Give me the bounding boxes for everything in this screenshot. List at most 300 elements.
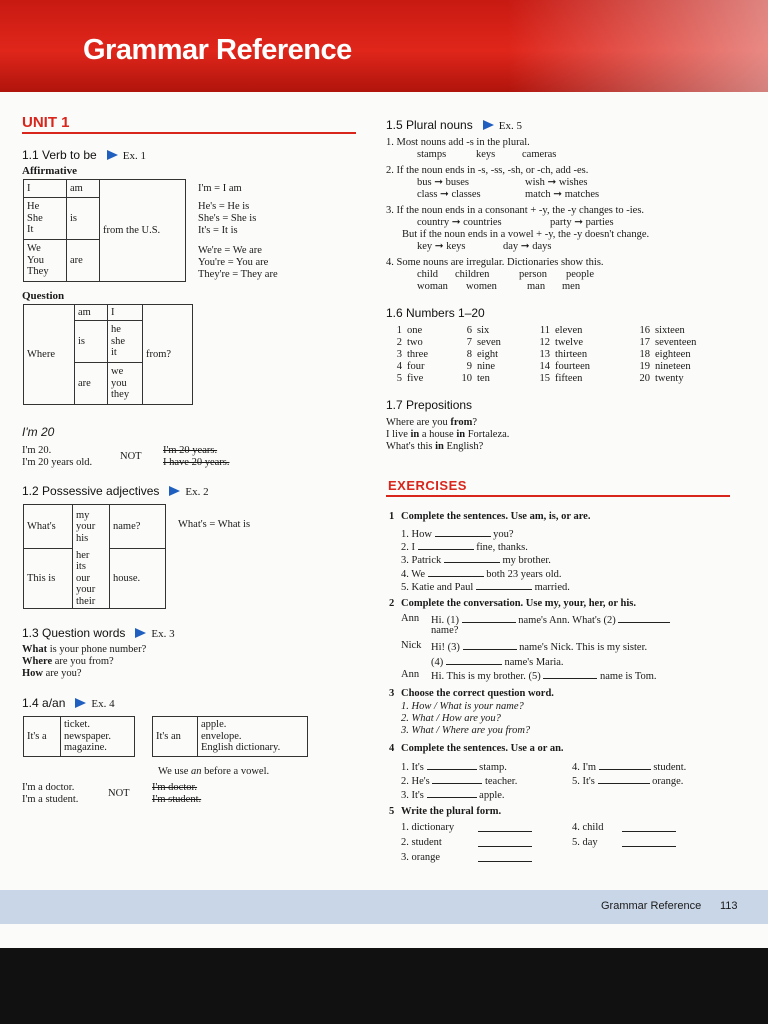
dark-background [0,948,768,1024]
preposition: from [450,417,473,428]
item-text: apple. [479,790,505,801]
exercise-2-instruction: Complete the conversation. Use my, your, her, or his. [401,598,636,609]
im-20-heading: I'm 20 [22,425,55,439]
numbers-list [386,325,726,387]
line-text: Hi! (3) [431,642,460,653]
number-digit: 1 [396,325,402,336]
exercise-ref: Ex. 3 [151,628,175,640]
text: What's this [386,441,436,452]
item-text: married. [534,582,570,593]
contraction-1: I'm = I am [198,183,242,194]
plural-rule-2: 2. If the noun ends in -s, -ss, -sh, or -ch, add -es. [386,165,589,176]
exercise-5-item: 1. dictionary [401,822,455,833]
answer-blank[interactable] [598,774,650,784]
number-word: four [407,361,425,372]
number-entry [634,337,696,349]
item-text: 1. It's [401,762,424,773]
plural-example: cameras [522,149,557,160]
number-digit: 17 [639,337,650,348]
affirmative-label: Affirmative [22,165,77,177]
item-text: 5. It's [572,776,595,787]
its-an-cell: It's an [153,717,198,757]
name-cell: name? [110,505,166,549]
exercise-5-item: 5. day [572,837,598,848]
line-text: Hi. (1) [431,615,459,626]
irregular-example: women [466,281,497,292]
number-word: thirteen [555,349,588,360]
number-word: seventeen [655,337,697,348]
exercise-1-item [401,567,562,581]
plural-pair [503,241,551,253]
exercise-1-number: 1 [389,511,395,522]
contraction-3: She's = She is [198,213,257,224]
adjective-cell: her its our your their [73,549,110,609]
dialogue-line [431,613,670,627]
number-entry [456,361,495,373]
exercise-3-item: 2. What / How are you? [401,713,501,724]
plural-pair [417,177,469,189]
section-title: 1.5 Plural nouns [386,118,473,132]
answer-blank[interactable] [618,613,670,623]
number-entry [386,373,423,385]
answer-blank[interactable] [435,527,491,537]
exercise-3-number: 3 [389,688,395,699]
plural-pair [525,189,599,201]
arrow-icon: ➞ [440,189,449,200]
contraction-4: It's = It is [198,225,238,236]
contraction-7: They're = They are [198,269,278,280]
verb-cell: are [67,240,100,282]
number-entry [386,349,428,361]
number-entry [634,373,684,385]
speaker-ann: Ann [401,613,420,624]
an-table [152,716,308,757]
arrow-icon: ➞ [574,217,584,228]
text: a house [419,429,457,440]
singular: day [503,241,519,252]
number-word: nine [477,361,496,372]
vowel-note [158,766,269,778]
verb-cell: are [75,363,108,405]
answer-blank[interactable] [599,760,651,770]
exercise-ref: Ex. 5 [498,120,522,132]
section-1-6-heading: 1.6 Numbers 1–20 [386,306,485,320]
plural-rule-1: 1. Most nouns add -s in the plural. [386,137,530,148]
number-digit: 3 [396,349,402,360]
contraction-2: He's = He is [198,201,250,212]
line-rest: are you from? [52,656,114,667]
number-digit: 10 [461,373,472,384]
page-number: 113 [720,900,738,912]
exercise-3-item: 3. What / Where are you from? [401,725,531,736]
item-text: 1. How [401,529,432,540]
section-title: 1.4 a/an [22,696,66,710]
q-cell: What's [24,505,73,549]
exercise-ref: Ex. 1 [122,150,146,162]
line-text: name's Maria. [504,657,564,668]
answer-blank[interactable] [622,822,676,832]
pronoun-cell: We You They [24,240,67,282]
number-word: three [407,349,428,360]
item-text: 2. I [401,542,415,553]
number-word: eleven [555,325,583,336]
section-title: 1.1 Verb to be [22,148,97,162]
question-word-line [22,644,146,656]
number-digit: 2 [396,337,402,348]
answer-blank[interactable] [478,837,532,847]
exercise-3-item: 1. How / What is your name? [401,701,524,712]
banner-fade [508,0,768,92]
exercise-1-item [401,527,514,541]
plural: wishes [558,177,588,188]
exercise-5-item: 2. student [401,837,442,848]
number-word: one [407,325,423,336]
exercise-5-item: 3. orange [401,852,441,863]
number-word: six [477,325,490,336]
preposition: in [435,441,444,452]
possessive-adjectives-table [23,504,166,609]
item-text: both 23 years old. [486,569,562,580]
this-cell: This is [24,549,73,609]
unit-rule [22,132,356,134]
arrow-icon: ➞ [553,189,563,200]
number-digit: 7 [466,337,472,348]
item-text: 5. Katie and Paul [401,582,474,593]
plural-rule-3b: But if the noun ends in a vowel + -y, the -y doesn't change. [402,229,650,240]
question-word-line [22,656,114,668]
exercise-1-item [401,540,528,554]
verb-to-be-question-table [23,304,193,405]
im-20-line-1: I'm 20. [22,445,52,456]
text: ? [472,417,478,428]
a-table [23,716,135,757]
exercise-ref: Ex. 2 [185,486,209,498]
section-1-5-heading [386,116,522,134]
number-digit: 15 [539,373,550,384]
item-text: 4. I'm [572,762,597,773]
section-1-3-heading [22,624,175,642]
exercise-1-item [401,580,570,594]
item-text: 4. We [401,569,426,580]
note-an: an [190,766,202,777]
number-word: ten [477,373,490,384]
plural-pair [525,177,588,189]
irregular-example: men [562,281,581,292]
section-title: 1.3 Question words [22,626,126,640]
number-entry [534,349,587,361]
item-text: you? [493,529,514,540]
singular: wish [525,177,545,188]
exercise-4-item [401,760,507,774]
singular: key [417,241,433,252]
number-digit: 18 [639,349,650,360]
plural-pair [417,189,481,201]
answer-blank[interactable] [446,655,502,665]
answer-blank[interactable] [432,774,482,784]
number-word: sixteen [655,325,685,336]
singular: bus [417,177,432,188]
number-digit: 5 [396,373,402,384]
plural: classes [451,189,481,200]
footer-label: Grammar Reference [601,900,702,912]
number-digit: 9 [466,361,472,372]
right-example: I'm a student. [22,794,79,805]
answer-blank[interactable] [476,580,532,590]
arrow-icon: ➞ [451,217,461,228]
its-a-cell: It's a [24,717,61,757]
number-digit: 16 [639,325,650,336]
exercise-5-instruction: Write the plural form. [401,806,502,817]
question-label: Question [22,290,65,302]
item-text: my brother. [502,555,551,566]
exercise-1-instruction: Complete the sentences. Use am, is, or are. [401,511,591,522]
number-digit: 20 [639,373,650,384]
number-entry [634,361,691,373]
line-rest: are you? [43,668,82,679]
number-entry [534,373,582,385]
verb-cell: am [67,180,100,198]
right-example: I'm a doctor. [22,782,75,793]
item-text: 2. He's [401,776,430,787]
arrow-icon: ➞ [520,241,530,252]
item-text: 3. Patrick [401,555,442,566]
exercises-heading: EXERCISES [388,478,467,493]
speaker-ann: Ann [401,669,420,680]
contraction-5: We're = We are [198,245,262,256]
plural-pair [417,241,465,253]
verb-cell: is [67,198,100,240]
irregular-example: children [455,269,490,280]
note-text: before a vowel. [201,766,270,777]
preposition: in [456,429,466,440]
number-word: seven [477,337,501,348]
exercise-2-number: 2 [389,598,395,609]
verb-to-be-affirmative-table [23,179,186,282]
not-label: NOT [120,451,142,462]
number-digit: 19 [639,361,650,372]
pronoun-cell: he she it [108,321,143,363]
wrong-example: I'm 20 years. [163,445,218,456]
line-text: name's Ann. What's (2) [518,615,616,626]
plural-example: keys [476,149,496,160]
number-entry [386,361,425,373]
verb-cell: am [75,305,108,321]
exercise-4-item [572,760,686,774]
number-entry [456,337,501,349]
irregular-example: child [417,269,438,280]
number-entry [634,325,685,337]
plural: days [532,241,552,252]
number-digit: 12 [539,337,550,348]
singular: class [417,189,438,200]
question-word: Where [22,656,53,667]
pronoun-cell: we you they [108,363,143,405]
answer-blank[interactable] [427,788,477,798]
dialogue-line [431,669,657,683]
plural-pair [550,217,614,229]
wrong-example: I'm student. [152,794,202,805]
answer-blank[interactable] [462,613,516,623]
from-cell: from? [143,305,193,405]
section-title: 1.2 Possessive adjectives [22,484,160,498]
line-rest: is your phone number? [47,644,147,655]
house-cell: house. [110,549,166,609]
place-cell: from the U.S. [100,180,186,282]
pronoun-cell: He She It [24,198,67,240]
irregular-example: woman [417,281,448,292]
line-text: name is Tom. [600,671,657,682]
line-text: name's Nick. This is my sister. [519,642,648,653]
number-digit: 4 [396,361,402,372]
line-text: (4) [431,657,444,668]
exercise-1-item [401,553,551,567]
adjective-cell: my your his [73,505,110,549]
number-digit: 13 [539,349,550,360]
wrong-example: I'm doctor. [152,782,198,793]
a-items-cell: ticket. newspaper. magazine. [61,717,135,757]
where-cell: Where [24,305,75,405]
unit-heading: UNIT 1 [22,114,70,131]
verb-cell: is [75,321,108,363]
text: English? [443,441,484,452]
number-word: eight [477,349,498,360]
question-word: How [22,668,43,679]
answer-blank[interactable] [543,669,597,679]
answer-blank[interactable] [478,822,532,832]
answer-blank[interactable] [444,553,500,563]
play-arrow-icon [169,486,180,496]
dialogue-line [431,640,647,654]
irregular-example: people [566,269,594,280]
answer-blank[interactable] [463,640,517,650]
exercise-4-instruction: Complete the sentences. Use a or an. [401,743,564,754]
number-word: fifteen [555,373,583,384]
item-text: student. [653,762,687,773]
answer-blank[interactable] [478,852,532,862]
exercise-ref: Ex. 4 [91,698,115,710]
preposition-line [386,429,509,441]
item-text: orange. [652,776,684,787]
plural: countries [463,217,502,228]
number-entry [456,349,498,361]
exercise-5-number: 5 [389,806,395,817]
exercise-4-item [401,774,517,788]
header-banner [0,0,768,92]
number-word: two [407,337,423,348]
arrow-icon: ➞ [434,241,444,252]
plural-rule-3: 3. If the noun ends in a consonant + -y, the -y changes to -ies. [386,205,645,216]
number-digit: 11 [539,325,550,336]
preposition-line [386,441,483,453]
number-digit: 14 [539,361,550,372]
answer-blank[interactable] [427,760,477,770]
exercise-4-number: 4 [389,743,395,754]
number-word: eighteen [655,349,691,360]
exercise-3-instruction: Choose the correct question word. [401,688,554,699]
note-text: We use [158,766,191,777]
number-entry [456,373,490,385]
question-word: What [22,644,48,655]
section-1-7-heading: 1.7 Prepositions [386,398,473,412]
an-items-cell: apple. envelope. English dictionary. [198,717,308,757]
number-entry [386,325,422,337]
section-1-1-heading [22,146,146,164]
question-word-line [22,668,81,680]
im-20-line-2: I'm 20 years old. [22,457,93,468]
play-arrow-icon [483,120,494,130]
number-word: fourteen [555,361,590,372]
number-entry [534,325,582,337]
text: Where are you [386,417,451,428]
speaker-nick: Nick [401,640,422,651]
text: I live [386,429,411,440]
number-entry [634,349,691,361]
wrong-example: I have 20 years. [163,457,230,468]
singular: match [525,189,551,200]
answer-blank[interactable] [428,567,484,577]
number-digit: 6 [466,325,472,336]
exercise-4-item [401,788,505,802]
number-entry [534,337,583,349]
irregular-example: person [519,269,547,280]
plural-rule-4: 4. Some nouns are irregular. Dictionaries show this. [386,257,604,268]
number-digit: 8 [466,349,472,360]
arrow-icon: ➞ [434,177,444,188]
dialogue-line [431,655,564,669]
number-entry [534,361,590,373]
not-label: NOT [108,788,130,799]
exercise-4-item [572,774,683,788]
number-word: nineteen [655,361,691,372]
singular: country [417,217,450,228]
text: Fortaleza. [465,429,510,440]
item-text: fine, thanks. [476,542,528,553]
plural: keys [446,241,466,252]
page-title: Grammar Reference [83,34,352,66]
contraction-6: You're = You are [198,257,269,268]
answer-blank[interactable] [622,837,676,847]
plural: buses [445,177,469,188]
number-word: five [407,373,424,384]
whats-note: What's = What is [178,519,251,530]
pronoun-cell: I [24,180,67,198]
item-text: stamp. [479,762,507,773]
section-1-4-heading [22,694,115,712]
singular: party [550,217,572,228]
plural-pair [417,217,502,229]
number-word: twelve [555,337,583,348]
number-entry [456,325,489,337]
number-entry [386,337,423,349]
exercise-5-item: 4. child [572,822,604,833]
play-arrow-icon [107,150,118,160]
play-arrow-icon [135,628,146,638]
plural-example: stamps [417,149,447,160]
play-arrow-icon [75,698,86,708]
pronoun-cell: I [108,305,143,321]
number-word: twenty [655,373,684,384]
item-text: teacher. [484,776,518,787]
arrow-icon: ➞ [547,177,557,188]
dialogue-line: name? [431,625,459,636]
page-footer [0,890,768,924]
exercises-rule [386,495,730,497]
item-text: 3. It's [401,790,424,801]
plural: matches [564,189,600,200]
answer-blank[interactable] [418,540,474,550]
irregular-example: man [527,281,546,292]
line-text: Hi. This is my brother. (5) [431,671,541,682]
